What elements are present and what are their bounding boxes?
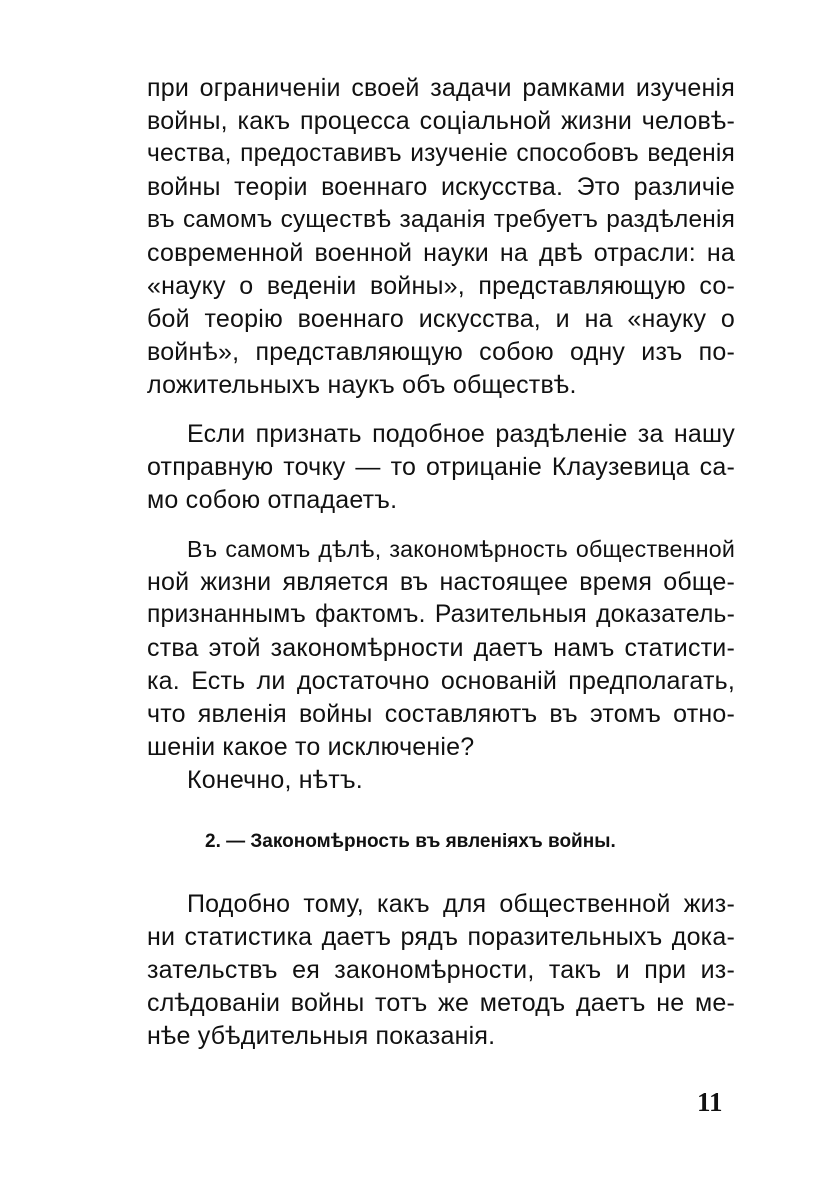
section-heading: 2. — Закономѣрность въ явленіяхъ войны. [205,831,616,852]
text-line: чества, предоставивъ изученіе способовъ веденія [147,140,735,167]
text-line: нѣе убѣдительныя показанія. [147,1022,496,1050]
text-line: ложительныхъ наукъ объ обществѣ. [147,371,577,399]
text-line: ной жизни является въ настоящее время обще- [147,568,735,596]
text-line: признаннымъ фактомъ. Разительныя доказатель- [147,601,735,628]
page-number: 11 [697,1087,723,1117]
text-line: ка. Есть ли достаточно основаній предполагать, [147,667,735,695]
text-line: Если признать подобное раздѣленіе за нашу [187,420,735,448]
text-line: «науку о веденіи войны», представляющую со- [147,272,735,300]
text-line: отправную точку — то отрицаніе Клаузевица са- [147,453,735,481]
text-line: при ограниченіи своей задачи рамками изученія [147,74,735,102]
text-line: ства этой закономѣрности даетъ намъ статисти- [147,634,735,662]
text-line: войны, какъ процесса соціальной жизни человѣ- [147,107,735,135]
text-line: Подобно тому, какъ для общественной жиз- [187,890,735,918]
text-line: Въ самомъ дѣлѣ, закономѣрность общественной [187,536,735,562]
text-line: войнѣ», представляющую собою одну изъ по- [147,338,735,366]
text-line: слѣдованіи войны тотъ же методъ даетъ не ме- [147,989,735,1017]
text-line: бой теорію военнаго искусства, и на «науку о [147,305,735,333]
text-line: ни статистика даетъ рядъ поразительныхъ дока- [147,923,735,951]
text-line: шеніи какое то исключеніе? [147,733,475,761]
text-line: что явленія войны составляютъ въ этомъ отно- [147,700,735,728]
text-line: войны теоріи военнаго искусства. Это различіе [147,173,735,201]
text-line: мо собою отпадаетъ. [147,486,398,514]
text-line: въ самомъ существѣ заданія требуетъ раздѣленія [147,206,735,233]
text-line: Конечно, нѣтъ. [187,766,363,794]
text-line: современной военной науки на двѣ отрасли: на [147,239,735,267]
text-line: зательствъ ея закономѣрности, такъ и при из- [147,956,735,984]
